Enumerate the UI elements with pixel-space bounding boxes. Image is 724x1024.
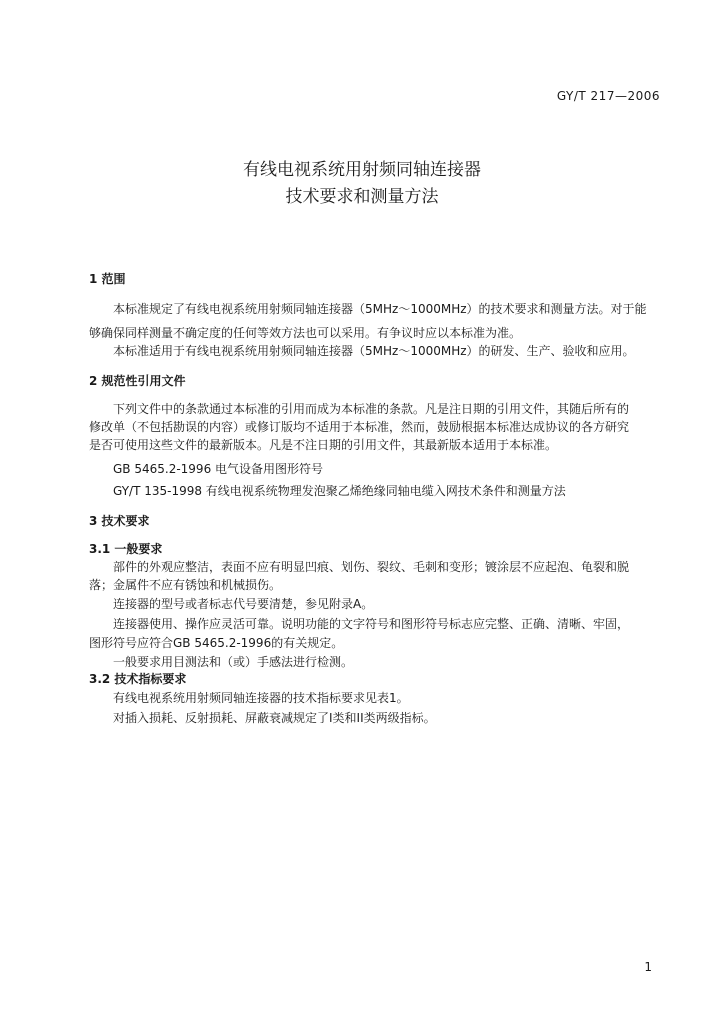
section-3-1-paragraph-3-line-1: 连接器使用、操作应灵活可靠。说明功能的文字符号和图形符号标志应完整、正确、清晰、牢固， [113, 617, 630, 631]
section-3-1-heading: 3.1 一般要求 [89, 542, 163, 556]
document-title-line1: 有线电视系统用射频同轴连接器 [243, 160, 481, 180]
section-2-paragraph-line-1: 下列文件中的条款通过本标准的引用而成为本标准的条款。凡是注日期的引用文件，其随后所有的 [113, 402, 630, 416]
section-1-heading: 1 范围 [89, 272, 126, 286]
page-number: 1 [644, 960, 652, 974]
section-3-1-paragraph-1-line-2: 落；金属件不应有锈蚀和机械损伤。 [89, 578, 282, 592]
standard-number: GY/T 217—2006 [556, 89, 660, 103]
section-1-paragraph-2: 本标准适用于有线电视系统用射频同轴连接器（5MHz～1000MHz）的研发、生产、验收和应用。 [113, 344, 635, 358]
section-2-paragraph-line-2: 修改单（不包括勘误的内容）或修订版均不适用于本标准，然而，鼓励根据本标准达成协议的各方研究 [89, 420, 630, 434]
section-3-1-paragraph-4: 一般要求用目测法和（或）手感法进行检测。 [113, 655, 354, 669]
section-3-heading: 3 技术要求 [89, 514, 150, 528]
document-title-line2: 技术要求和测量方法 [285, 187, 439, 207]
section-3-2-heading: 3.2 技术指标要求 [89, 672, 187, 686]
section-2-paragraph-line-3: 是否可使用这些文件的最新版本。凡是不注日期的引用文件，其最新版本适用于本标准。 [89, 438, 558, 452]
section-3-2-paragraph-1: 有线电视系统用射频同轴连接器的技术指标要求见表1。 [113, 691, 409, 705]
section-3-1-paragraph-3-line-2: 图形符号应符合GB 5465.2-1996的有关规定。 [89, 636, 344, 650]
section-1-paragraph-1-line-2: 够确保同样测量不确定度的任何等效方法也可以采用。有争议时应以本标准为准。 [89, 326, 522, 340]
reference-gb-5465: GB 5465.2-1996 电气设备用图形符号 [113, 462, 324, 476]
section-3-1-paragraph-1-line-1: 部件的外观应整洁，表面不应有明显凹痕、划伤、裂纹、毛刺和变形；镀涂层不应起泡、龟裂和脱 [113, 560, 630, 574]
section-3-1-paragraph-2: 连接器的型号或者标志代号要清楚，参见附录A。 [113, 597, 374, 611]
section-1-paragraph-1-line-1: 本标准规定了有线电视系统用射频同轴连接器（5MHz～1000MHz）的技术要求和测量方法。对于能 [113, 302, 647, 316]
reference-gy-t-135: GY/T 135-1998 有线电视系统物理发泡聚乙烯绝缘同轴电缆入网技术条件和测量方法 [113, 484, 566, 498]
section-2-heading: 2 规范性引用文件 [89, 374, 186, 388]
section-3-2-paragraph-2: 对插入损耗、反射损耗、屏蔽衰减规定了I类和II类两级指标。 [113, 711, 436, 725]
